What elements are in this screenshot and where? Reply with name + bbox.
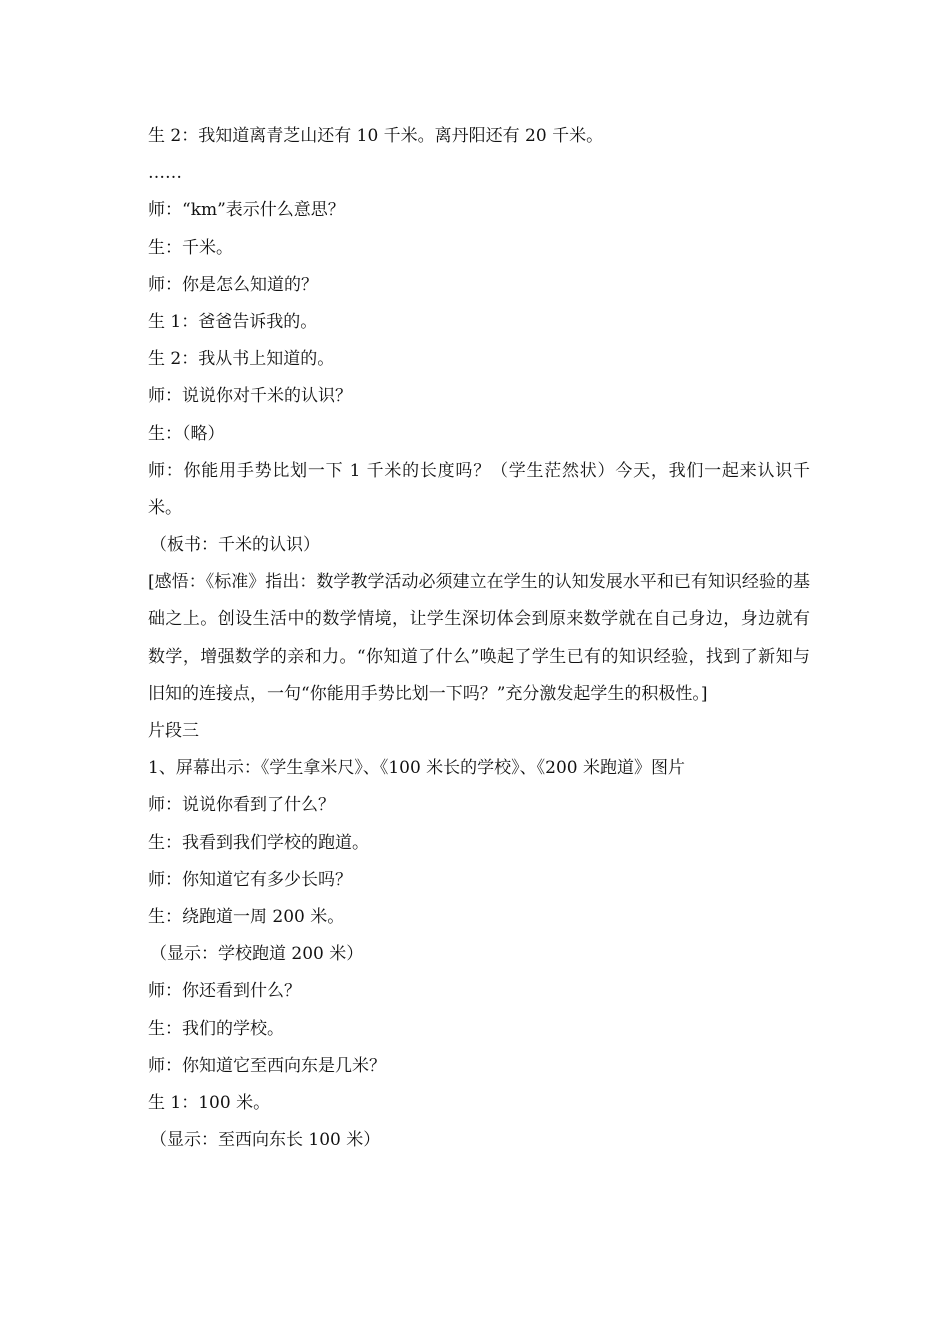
document-body	[148, 118, 810, 1159]
dialogue-line: 师：你知道它有多少长吗？	[148, 869, 352, 890]
board-note: （板书：千米的认识）	[150, 535, 320, 556]
dialogue-line: 生：绕跑道一周 200 米。	[148, 907, 345, 928]
dialogue-line: 生 2：我从书上知道的。	[148, 349, 335, 370]
dialogue-line: 师：你知道它至西向东是几米？	[148, 1055, 386, 1076]
dialogue-line: 生 2：我知道离青芝山还有 10 千米。离丹阳还有 20 千米。	[148, 126, 604, 146]
dialogue-line: 生：我看到我们学校的跑道。	[148, 832, 369, 853]
dialogue-line: 生：千米。	[148, 237, 233, 258]
section-heading: 片段三	[148, 721, 199, 742]
reflection-paragraph: [感悟：《标准》指出：数学教学活动必须建立在学生的认知发展水平和已有知识经验的基础之上。创设生活中的数学情境，让学生深切体会到原来数学就在自己身边，身边就有数学，增强数学的亲和力。“你知道了什么”唤起了学生已有的知识经验，找到了新知与旧知的连接点，一句“你能用手势比划一下吗？”充分激发起学生的积极性。]	[148, 572, 810, 704]
dialogue-line: 生 1：100 米。	[148, 1092, 271, 1113]
dialogue-line: 师：你还看到什么？	[148, 981, 301, 1002]
dialogue-line: 师：你是怎么知道的？	[148, 274, 318, 295]
dialogue-line: 师：说说你看到了什么？	[148, 795, 335, 816]
dialogue-paragraph: 师：你能用手势比划一下 1 千米的长度吗？（学生茫然状）今天，我们一起来认识千米。	[148, 460, 810, 518]
dialogue-line: 生 1：爸爸告诉我的。	[148, 311, 318, 332]
screen-display-line: 1、屏幕出示：《学生拿米尺》、《100 米长的学校》、《200 米跑道》图片	[148, 758, 686, 779]
dialogue-line: 生：我们的学校。	[148, 1018, 284, 1039]
dialogue-line: 生：（略）	[148, 423, 225, 444]
dialogue-line: 师：“km”表示什么意思？	[148, 200, 345, 221]
display-note: （显示：至西向东长 100 米）	[150, 1130, 381, 1151]
display-note: （显示：学校跑道 200 米）	[150, 944, 364, 965]
ellipsis-line: ……	[148, 163, 182, 184]
dialogue-line: 师：说说你对千米的认识？	[148, 386, 352, 407]
